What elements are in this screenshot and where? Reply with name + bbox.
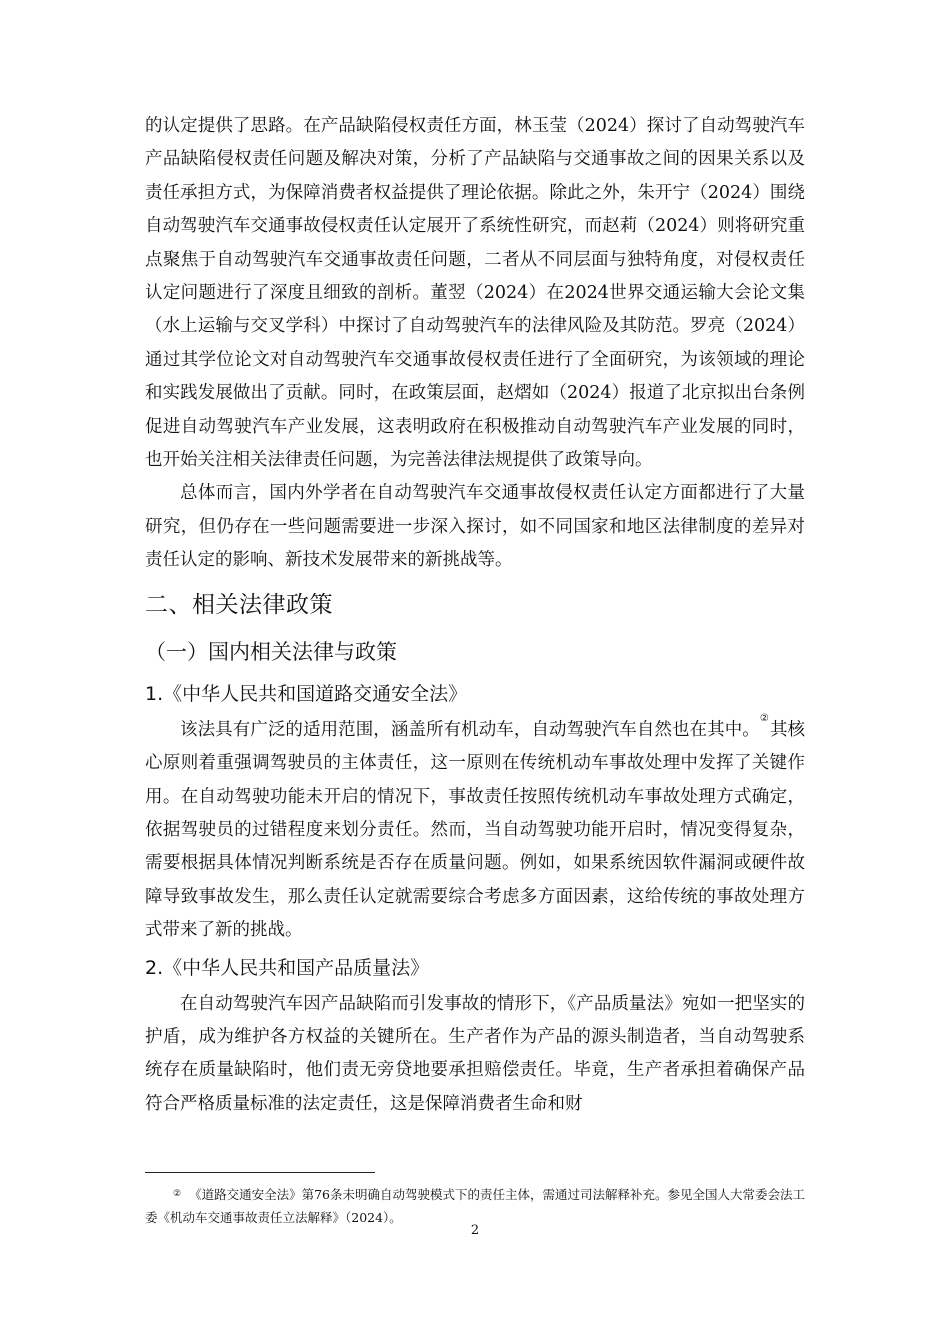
paragraph-literature-review: 的认定提供了思路。在产品缺陷侵权责任方面，林玉莹（2024）探讨了自动驾驶汽车产品缺陷侵权责任问题及解决对策，分析了产品缺陷与交通事故之间的因果关系以及责任承担方式，为保障消费者权益提供了理论依据。除此之外，朱开宁（2024）围绕自动驾驶汽车交通事故侵权责任认定展开了系统性研究，而赵莉（2024）则将研究重点聚焦于自动驾驶汽车交通事故责任问题，二者从不同层面与独特角度，对侵权责任认定问题进行了深度且细致的剖析。董翌（2024）在2024世界交通运输大会论文集（水上运输与交叉学科）中探讨了自动驾驶汽车的法律风险及其防范。罗亮（2024）通过其学位论文对自动驾驶汽车交通事故侵权责任进行了全面研究，为该领域的理论和实践发展做出了贡献。同时，在政策层面，赵熠如（2024）报道了北京拟出台条例促进自动驾驶汽车产业发展，这表明政府在积极推动自动驾驶汽车产业发展的同时，也开始关注相关法律责任问题，为完善法律法规提供了政策导向。 [145,116,805,471]
paragraph-text-part-2: 其核心原则着重强调驾驶员的主体责任，这一原则在传统机动车事故处理中发挥了关键作用。在自动驾驶功能未开启的情况下，事故责任按照传统机动车事故处理方式确定，依据驾驶员的过错程度来划分责任。然而，当自动驾驶功能开启时，情况变得复杂，需要根据具体情况判断系统是否存在质量问题。例如，如果系统因软件漏洞或硬件故障导致事故发生，那么责任认定就需要综合考虑多方面因素，这给传统的事故处理方式带来了新的挑战。 [145,719,806,941]
footnote-separator [145,1172,375,1173]
paragraph-text-part-1: 该法具有广泛的适用范围，涵盖所有机动车，自动驾驶汽车自然也在其中。 [180,719,760,740]
paragraph-summary: 总体而言，国内外学者在自动驾驶汽车交通事故侵权责任认定方面都进行了大量研究，但仍存在一些问题需要进一步深入探讨，如不同国家和地区法律制度的差异对责任认定的影响、新技术发展带来的新挑战等。 [145,483,805,571]
section-heading: 二、相关法律政策 [145,591,333,618]
footnote-text: 《道路交通安全法》第76条未明确自动驾驶模式下的责任主体，需通过司法解释补充。参见全国人大常委会法工委《机动车交通事故责任立法解释》（2024）。 [145,1187,805,1225]
footnote-mark: ② [173,1189,182,1199]
paragraph-product-quality-law: 在自动驾驶汽车因产品缺陷而引发事故的情形下，《产品质量法》宛如一把坚实的护盾，成为维护各方权益的关键所在。生产者作为产品的源头制造者，当自动驾驶系统存在质量缺陷时，他们责无旁贷地要承担赔偿责任。毕竟，生产者承担着确保产品符合严格质量标准的法定责任，这是保障消费者生命和财 [145,993,805,1114]
page-number: 2 [470,1223,480,1238]
document-body [145,110,805,1121]
subsection-heading: （一）国内相关法律与政策 [145,639,397,664]
paragraph-road-traffic-law [145,714,805,948]
law-heading-road-traffic-safety: 1.《中华人民共和国道路交通安全法》 [145,682,468,705]
law-heading-product-quality: 2.《中华人民共和国产品质量法》 [145,956,430,979]
footnote-reference[interactable]: ② [759,712,769,724]
